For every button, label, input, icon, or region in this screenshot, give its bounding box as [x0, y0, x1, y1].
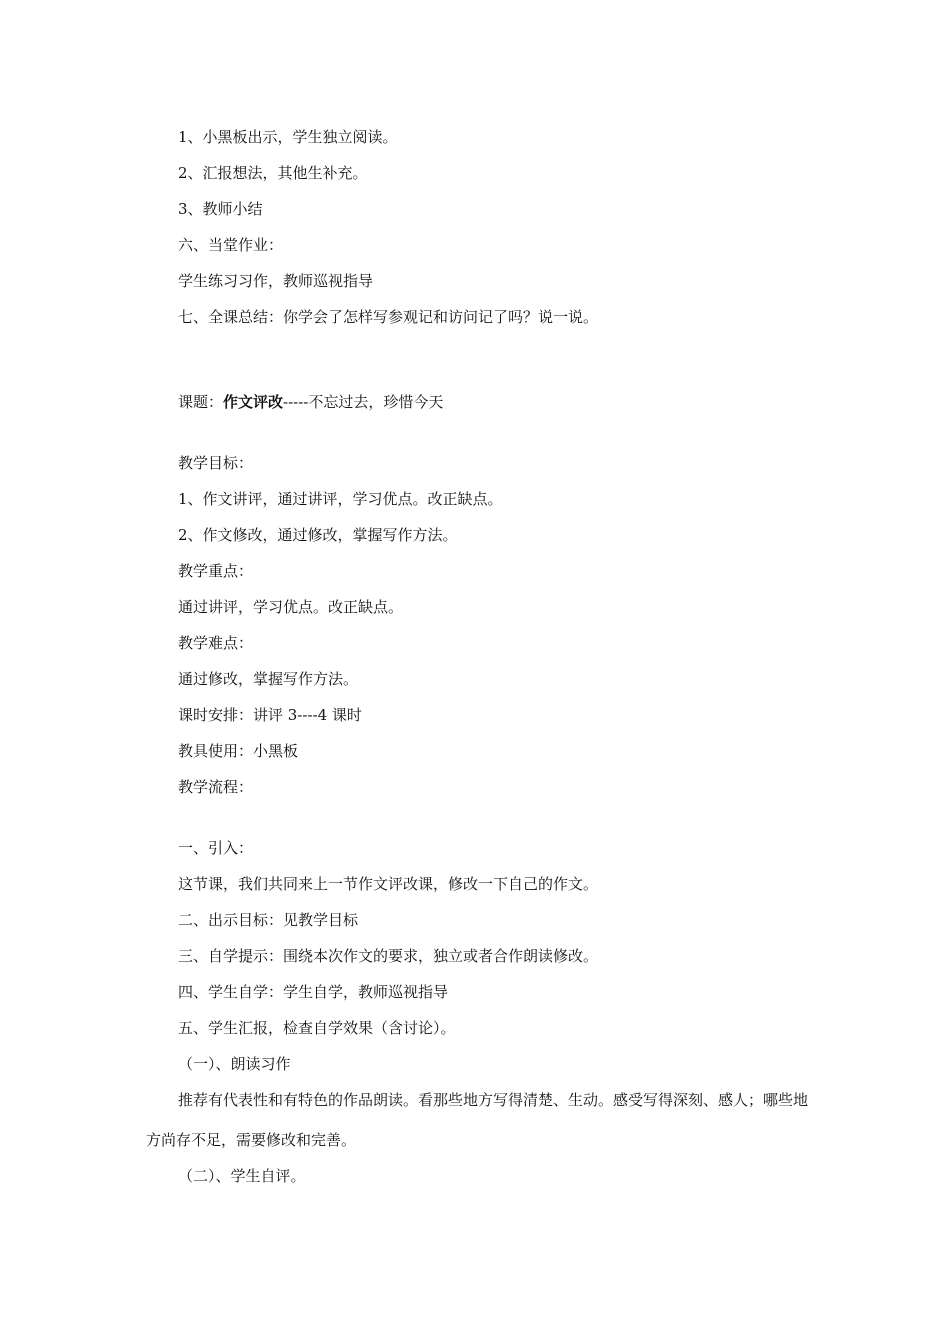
- difficulty-heading: 教学难点：: [178, 634, 254, 652]
- title-suffix: -----不忘过去，珍惜今天: [283, 393, 444, 411]
- key-text: 通过讲评，学习优点。改正缺点。: [178, 598, 404, 616]
- flow-heading: 教学流程：: [178, 778, 254, 796]
- flow-step: 三、自学提示：围绕本次作文的要求，独立或者合作朗读修改。: [178, 947, 599, 965]
- flow-step: 二、出示目标：见教学目标: [178, 911, 359, 929]
- flow-subheading: （二）、学生自评。: [178, 1167, 306, 1185]
- flow-subheading: （一）、朗读习作: [178, 1055, 291, 1073]
- goal-item: 1、作文讲评，通过讲评，学习优点。改正缺点。: [178, 490, 503, 508]
- key-heading: 教学重点：: [178, 562, 254, 580]
- text-line: 3、教师小结: [178, 200, 263, 218]
- difficulty-text: 通过修改，掌握写作方法。: [178, 670, 359, 688]
- title-prefix: 课题：: [178, 393, 224, 411]
- goals-heading: 教学目标：: [178, 454, 254, 472]
- text-line: 2、汇报想法，其他生补充。: [178, 164, 368, 182]
- title-bold: 作文评改: [223, 393, 284, 411]
- flow-step: 四、学生自学：学生自学，教师巡视指导: [178, 983, 449, 1001]
- flow-step: 这节课，我们共同来上一节作文评改课，修改一下自己的作文。: [178, 875, 599, 893]
- flow-step: 五、学生汇报，检查自学效果（含讨论）。: [178, 1019, 456, 1037]
- flow-step: 一、引入：: [178, 839, 254, 857]
- section-heading: 七、全课总结：你学会了怎样写参观记和访问记了吗？说一说。: [178, 308, 599, 326]
- schedule-text: 课时安排：讲评 3----4 课时: [178, 706, 362, 724]
- section-heading: 六、当堂作业：: [178, 236, 284, 254]
- text-line: 1、小黑板出示，学生独立阅读。: [178, 128, 398, 146]
- text-line: 学生练习习作，教师巡视指导: [178, 272, 374, 290]
- flow-paragraph: 推荐有代表性和有特色的作品朗读。看那些地方写得清楚、生动。感受写得深刻、感人；哪些地方尚存不足，需要修改和完善。: [146, 1091, 809, 1149]
- lesson-title: [178, 392, 443, 412]
- tools-text: 教具使用：小黑板: [178, 742, 299, 760]
- goal-item: 2、作文修改，通过修改，掌握写作方法。: [178, 526, 458, 544]
